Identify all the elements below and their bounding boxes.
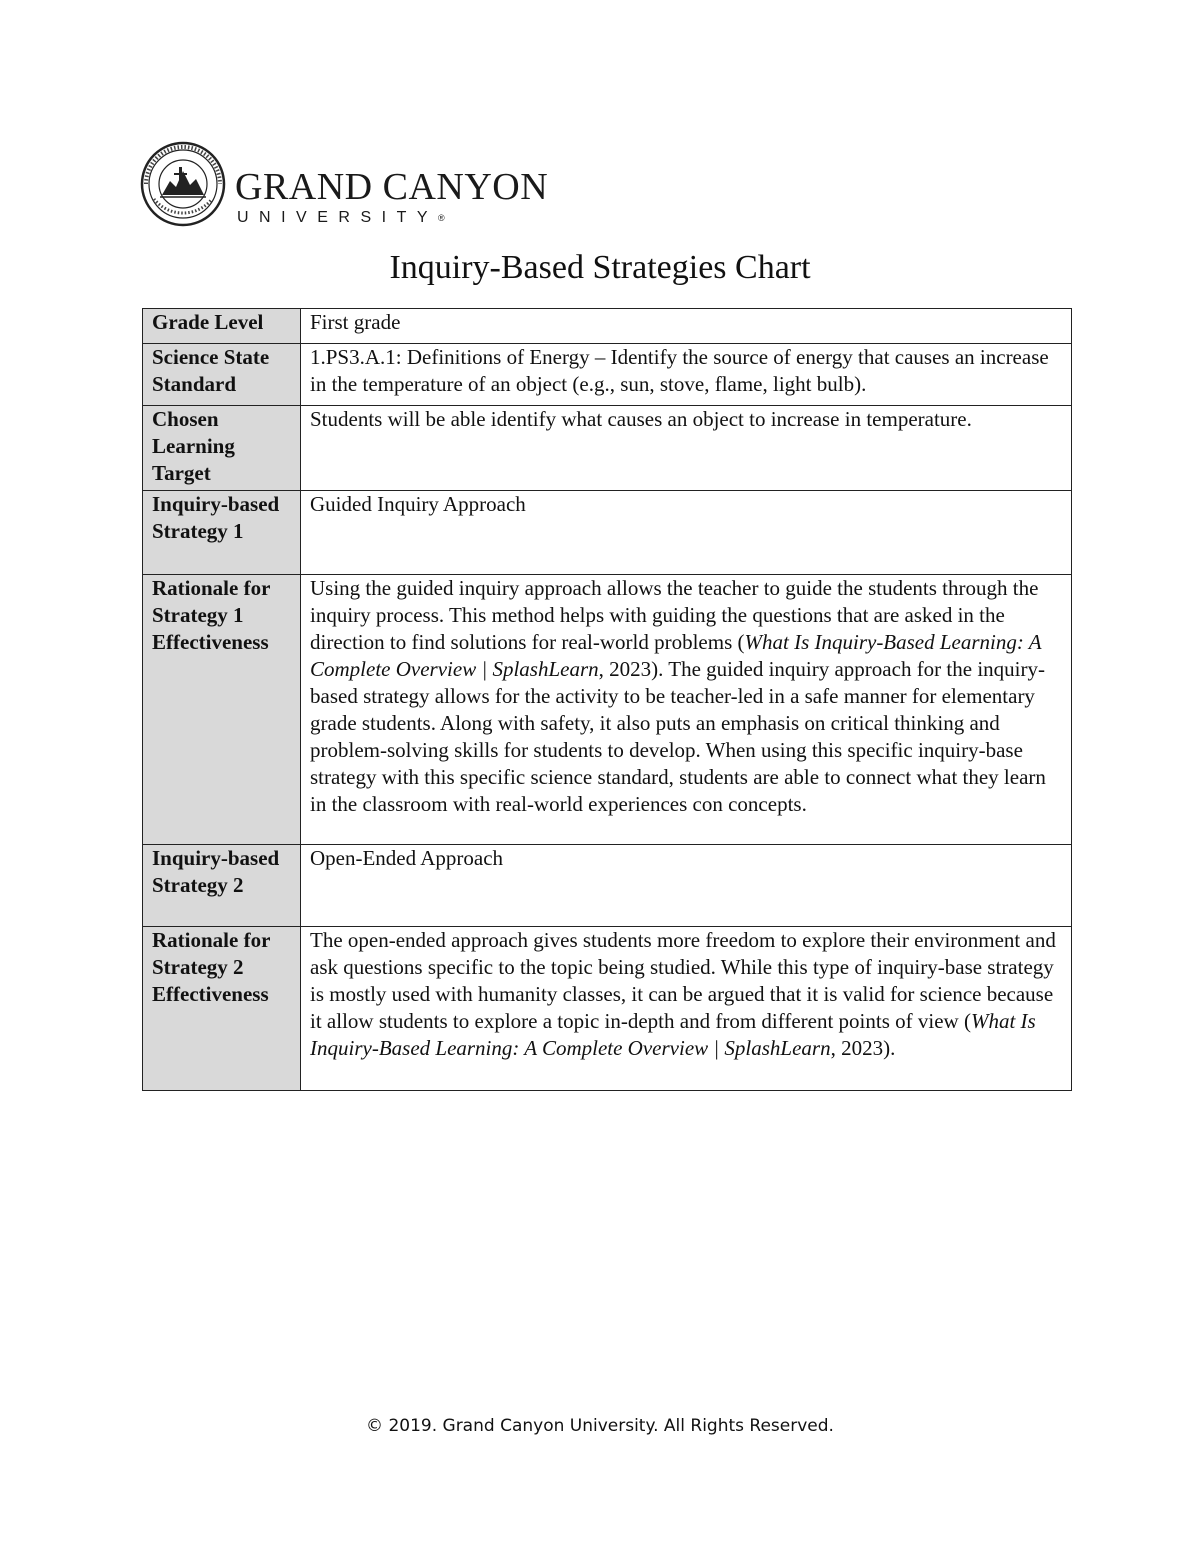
table-row: [143, 927, 1072, 1091]
row-value: [301, 491, 1072, 575]
logo-name-line2: [237, 209, 445, 227]
value-text: Guided Inquiry Approach: [310, 492, 526, 516]
university-logo: [140, 141, 549, 229]
row-label: Chosen Learning Target: [143, 406, 301, 491]
value-text: , 2023).: [830, 1036, 896, 1060]
row-value: [301, 927, 1072, 1091]
table-row: [143, 406, 1072, 491]
row-value: [301, 845, 1072, 927]
value-text: Open-Ended Approach: [310, 846, 504, 870]
value-text: , 2023). The guided inquiry approach for the inquiry-based strategy allows for the activity to be teacher-led in a safe manner for elementary grade students. Along with safety, it also puts an emphasis on critical thinking and problem-solving skills for students to develop. When using this specific inquiry-base strategy with this specific science standard, students are able to connect what they learn in the classroom with real-world experiences con concepts.: [310, 657, 1046, 816]
citation-text: What Is Inquiry-Based Learning: A Complete Overview | SplashLearn: [310, 1009, 1036, 1060]
row-label: Inquiry-based Strategy 2: [143, 845, 301, 927]
value-text: First grade: [310, 310, 401, 334]
table-row: [143, 309, 1072, 344]
table-row: [143, 575, 1072, 845]
strategies-table-body: [143, 309, 1072, 1091]
row-value: [301, 309, 1072, 344]
value-text: 1.PS3.A.1: Definitions of Energy – Identify the source of energy that causes an increase in the temperature of an object (e.g., sun, stove, flame, light bulb).: [310, 345, 1049, 396]
value-text: Using the guided inquiry approach allows the teacher to guide the students through the inquiry process. This method helps with guiding the questions that are asked in the direction to find solutions for real-world problems (: [310, 576, 1039, 654]
strategies-table: [142, 308, 1072, 1091]
page-title: Inquiry-Based Strategies Chart: [389, 249, 811, 286]
table-row: [143, 344, 1072, 406]
table-row: [143, 491, 1072, 575]
row-value: [301, 406, 1072, 491]
row-label: Science State Standard: [143, 344, 301, 406]
row-label: Rationale for Strategy 1 Effectiveness: [143, 575, 301, 845]
row-label: Rationale for Strategy 2 Effectiveness: [143, 927, 301, 1091]
value-text: Students will be able identify what causes an object to increase in temperature.: [310, 407, 972, 431]
row-value: [301, 344, 1072, 406]
row-label: Grade Level: [143, 309, 301, 344]
logo-trademark: ®: [438, 213, 445, 223]
copyright-footer: © 2019. Grand Canyon University. All Rights Reserved.: [366, 1416, 834, 1436]
row-label: Inquiry-based Strategy 1: [143, 491, 301, 575]
row-value: [301, 575, 1072, 845]
logo-name-line1: GRAND CANYON: [235, 166, 549, 208]
university-seal-icon: [140, 141, 226, 227]
value-text: The open-ended approach gives students more freedom to explore their environment and ask questions specific to the topic being studied. While this type of inquiry-base strategy is mostly used with humanity classes, it can be argued that it is valid for science because it allow students to explore a topic in-depth and from different points of view (: [310, 928, 1056, 1033]
table-row: [143, 845, 1072, 927]
citation-text: What Is Inquiry-Based Learning: A Complete Overview | SplashLearn: [310, 630, 1042, 681]
logo-university-text: UNIVERSITY: [237, 209, 439, 226]
